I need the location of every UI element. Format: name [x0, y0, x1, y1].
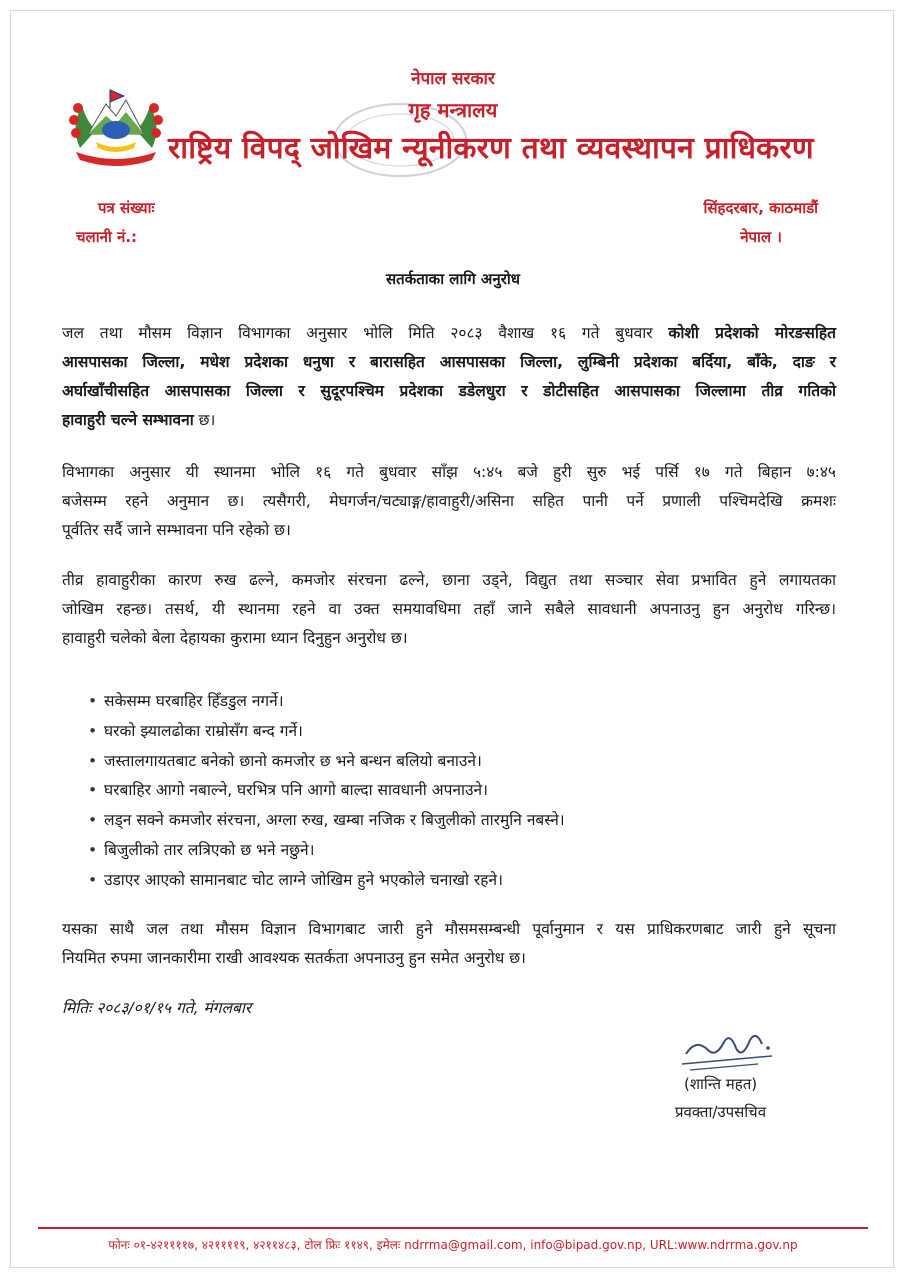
list-item-text: जस्तालगायतबाट बनेको छानो कमजोर छ भने बन्धन बलियो बनाउने। [104, 751, 482, 770]
list-item [88, 836, 848, 866]
list-item-text: लड्न सक्ने कमजोर संरचना, अग्ला रुख, खम्बा नजिक र बिजुलीको तारमुनि नबस्ने। [104, 811, 565, 830]
paragraph-timing [62, 458, 836, 545]
government-name: नेपाल सरकार [411, 69, 495, 89]
bullet-icon: • [88, 840, 98, 859]
footer-contact: फोनः ०१-४२११११७, ४२११११९, ४२११४८३, टोल फ्रिः ११४९, इमेलः ndrrma@gmail.com, info@bipad.gov.np, URL:www.ndrrma.gov.np [108, 1238, 798, 1252]
list-item [88, 776, 848, 806]
list-item [88, 717, 848, 747]
handwritten-signature [672, 1020, 782, 1078]
bullet-icon: • [88, 781, 98, 800]
paragraph-line: यसका साथै जल तथा मौसम विज्ञान विभागबाट जारी हुने मौसमसम्बन्धी पूर्वानुमान र यस प्राधिकरणबाट जारी हुने सूचना [62, 920, 836, 938]
bullet-icon: • [88, 721, 98, 740]
paragraph-line [62, 319, 836, 348]
bullet-icon: • [88, 751, 98, 770]
paragraph-segment: अर्घाखाँचीसहित आसपासका जिल्ला र सुदूरपश्चिम प्रदेशका डडेलधुरा र डोटीसहित आसपासका जिल्लामा तीव्र गतिको [62, 382, 836, 400]
paragraph-closing [62, 915, 836, 973]
paragraph-line: जोखिम रहन्छ। तसर्थ, यी स्थानमा रहने वा उक्त समयावधिमा तहाँ जाने सबैले सावधानी अपनाउनु हुन अनुरोध गरिन्छ। [62, 600, 836, 618]
paragraph-line [62, 348, 836, 377]
paragraph-forecast [62, 319, 836, 435]
office-country: नेपाल । [740, 228, 782, 246]
office-address: सिंहदरबार, काठमाडौं [703, 199, 818, 217]
list-item [88, 687, 848, 717]
list-item-text: सकेसम्म घरबाहिर हिँडडुल नगर्ने। [104, 692, 284, 710]
ministry-name: गृह मन्त्रालय [408, 98, 498, 122]
signatory-title: प्रवक्ता/उपसचिव [675, 1103, 767, 1121]
letter-subject: सतर्कताका लागि अनुरोध [386, 270, 520, 288]
bullet-icon: • [88, 811, 98, 830]
dispatch-number-label: चलानी नं.: [76, 228, 138, 246]
paragraph-line: हावाहुरी चलेको बेला देहायका कुरामा ध्यान दिनुहुन अनुरोध छ। [62, 629, 408, 647]
letter-number-label: पत्र संख्याः [98, 199, 155, 217]
list-item-text: घरको झ्यालढोका राम्रोसँग बन्द गर्ने। [104, 721, 303, 740]
authority-name: राष्ट्रिय विपद् जोखिम न्यूनीकरण तथा व्यवस्थापन प्राधिकरण [168, 131, 814, 166]
paragraph-line: पूर्वतिर सर्दै जाने सम्भावना पनि रहेको छ। [62, 521, 291, 539]
paragraph-line: विभागका अनुसार यी स्थानमा भोलि १६ गते बुधवार साँझ ५:४५ बजे हुरी सुरु भई पर्सि १७ गते बिहान ७:४५ [62, 463, 836, 481]
precaution-list [88, 687, 848, 896]
footer-divider [38, 1227, 868, 1229]
paragraph-line: नियमित रुपमा जानकारीमा राखी आवश्यक सतर्कता अपनाउनु हुन समेत अनुरोध छ। [62, 949, 526, 967]
bullet-icon: • [88, 870, 98, 889]
list-item-text: उडाएर आएको सामानबाट चोट लाग्ने जोखिम हुने भएकोले चनाखो रहने। [104, 870, 503, 889]
paragraph-line: बजेसम्म रहने अनुमान छ। त्यसैगरी, मेघगर्जन/चट्याङ्ग/हावाहुरी/असिना सहित पानी पर्ने प्रणाली पश्चिमदेखि क्रमशः [62, 492, 836, 510]
list-item-text: बिजुलीको तार लत्रिएको छ भने नछुने। [104, 840, 315, 859]
list-item [88, 747, 848, 777]
list-item-text: घरबाहिर आगो नबाल्ने, घरभित्र पनि आगो बाल्दा सावधानी अपनाउने। [104, 781, 488, 800]
list-item [88, 866, 848, 896]
paragraph-line [62, 377, 836, 406]
paragraph-segment: जल तथा मौसम विज्ञान विभागका अनुसार भोलि मिति २०८३ वैशाख १६ गते बुधवार [62, 324, 669, 342]
paragraph-line [62, 406, 836, 435]
bullet-icon: • [88, 692, 98, 710]
paragraph-risks [62, 566, 836, 653]
paragraph-segment: छ। [193, 411, 216, 429]
list-item [88, 806, 848, 836]
signatory-name: (शान्ति महत) [684, 1075, 758, 1093]
paragraph-segment: हावाहुरी चल्ने सम्भावना [62, 411, 194, 429]
paragraph-segment: आसपासका जिल्ला, मधेश प्रदेशका धनुषा र बारासहित आसपासका जिल्ला, लुम्बिनी प्रदेशका बर्दिया, बाँके, दाङ र [62, 353, 836, 371]
paragraph-segment: कोशी प्रदेशको मोरङसहित [668, 324, 836, 342]
paragraph-line: तीव्र हावाहुरीका कारण रुख ढल्ने, कमजोर संरचना ढल्ने, छाना उड्ने, विद्युत तथा सञ्चार सेवा प्रभावित हुने लगायतका [62, 571, 836, 589]
letter-date: मितिः २०८३/०१/१५ गते, मंगलबार [62, 999, 252, 1017]
